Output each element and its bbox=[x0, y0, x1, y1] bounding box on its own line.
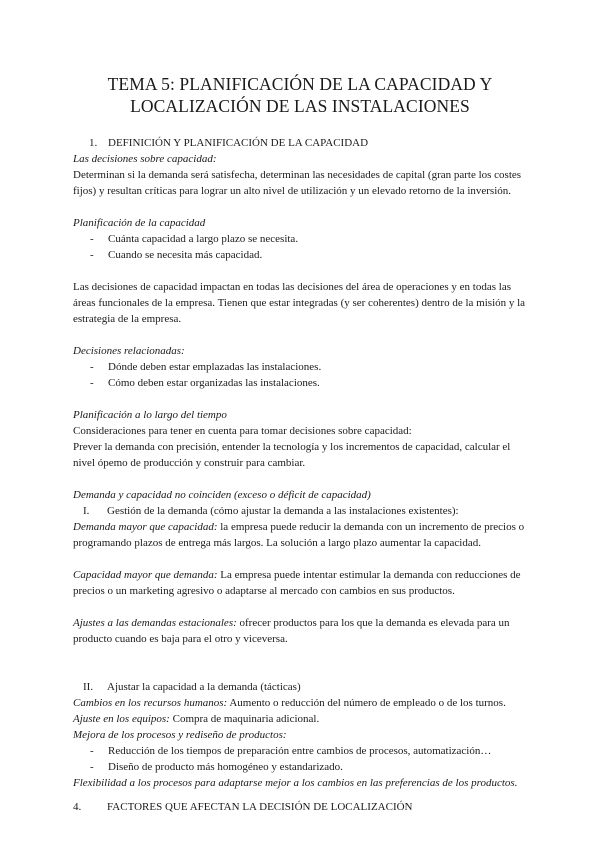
tiempo-line-2: Prever la demanda con precisión, entender la tecnología y los incrementos de capacidad, calcular el nivel ópemo de producción y construir para cambiar. bbox=[73, 441, 511, 469]
recursos-paragraph: Cambios en los recursos humanos: Aumento o reducción del número de empleado o de los turnos. bbox=[73, 697, 506, 709]
section-1-heading: 1. DEFINICIÓN Y PLANIFICACIÓN DE LA CAPACIDAD bbox=[89, 137, 369, 149]
tiempo-line-1: Consideraciones para tener en cuenta para tomar decisiones sobre capacidad: bbox=[73, 425, 412, 437]
flexibilidad-paragraph: Flexibilidad a los procesos para adaptarse mejor a los cambios en las preferencias de los productos. bbox=[73, 777, 518, 789]
impacto-paragraph: Las decisiones de capacidad impactan en todas las decisiones del área de operaciones y en todas las áreas funcionales de la empresa. Tienen que estar integradas (y ser coherentes) dentro de la misión y la estrategia de la empresa. bbox=[73, 281, 526, 325]
list-item: - Reducción de los tiempos de preparación entre cambios de procesos, automatización… bbox=[90, 745, 492, 757]
page-title bbox=[60, 73, 540, 117]
title-line-2: LOCALIZACIÓN DE LAS INSTALACIONES bbox=[130, 96, 470, 116]
list-item: - Cómo deben estar organizadas las instalaciones. bbox=[90, 377, 320, 389]
section-4-heading: 4. FACTORES QUE AFECTAN LA DECISIÓN DE LOCALIZACIÓN bbox=[73, 801, 413, 813]
equipos-paragraph: Ajuste en los equipos: Compra de maquinaria adicional. bbox=[73, 713, 320, 725]
demanda-mayor-paragraph: Demanda mayor que capacidad: la empresa puede reducir la demanda con un incremento de precios o programando plazos de entrega más largos. La solución a largo plazo aumentar la capacidad. bbox=[73, 521, 525, 549]
decisiones-heading: Las decisiones sobre capacidad: bbox=[73, 153, 217, 165]
relacionadas-heading: Decisiones relacionadas: bbox=[73, 345, 185, 357]
list-item: - Cuando se necesita más capacidad. bbox=[90, 249, 263, 261]
list-item: - Cuánta capacidad a largo plazo se necesita. bbox=[90, 233, 299, 245]
list-item: - Dónde deben estar emplazadas las instalaciones. bbox=[90, 361, 322, 373]
demanda-heading: Demanda y capacidad no coinciden (exceso o déficit de capacidad) bbox=[73, 489, 371, 501]
title-line-1: TEMA 5: PLANIFICACIÓN DE LA CAPACIDAD Y bbox=[107, 74, 493, 94]
gestion-heading: I. Gestión de la demanda (cómo ajustar la demanda a las instalaciones existentes): bbox=[83, 505, 459, 517]
list-item: - Diseño de producto más homogéneo y estandarizado. bbox=[90, 761, 343, 773]
relacionadas-list bbox=[73, 359, 533, 391]
mejora-heading: Mejora de los procesos y rediseño de productos: bbox=[73, 729, 287, 741]
ajustar-heading: II. Ajustar la capacidad a la demanda (tácticas) bbox=[83, 681, 301, 693]
decisiones-paragraph: Determinan si la demanda será satisfecha, determinan las necesidades de capital (gran parte los costes fijos) y resultan críticas para lograr un alto nivel de utilización y un elevado retorno de la inversión. bbox=[73, 169, 522, 197]
capacidad-mayor-paragraph: Capacidad mayor que demanda: La empresa puede intentar estimular la demanda con reducciones de precios o un marketing agresivo o adaptarse al mercado con cambios en sus productos. bbox=[73, 569, 521, 597]
planificacion-heading: Planificación de la capacidad bbox=[73, 217, 206, 229]
planificacion-list bbox=[73, 231, 533, 263]
document-body bbox=[73, 135, 533, 815]
tiempo-heading: Planificación a lo largo del tiempo bbox=[73, 409, 227, 421]
ajustes-paragraph: Ajustes a las demandas estacionales: ofrecer productos para los que la demanda es elevada para un producto cuando es baja para el otro y viceversa. bbox=[73, 617, 510, 645]
mejora-list bbox=[73, 743, 533, 775]
